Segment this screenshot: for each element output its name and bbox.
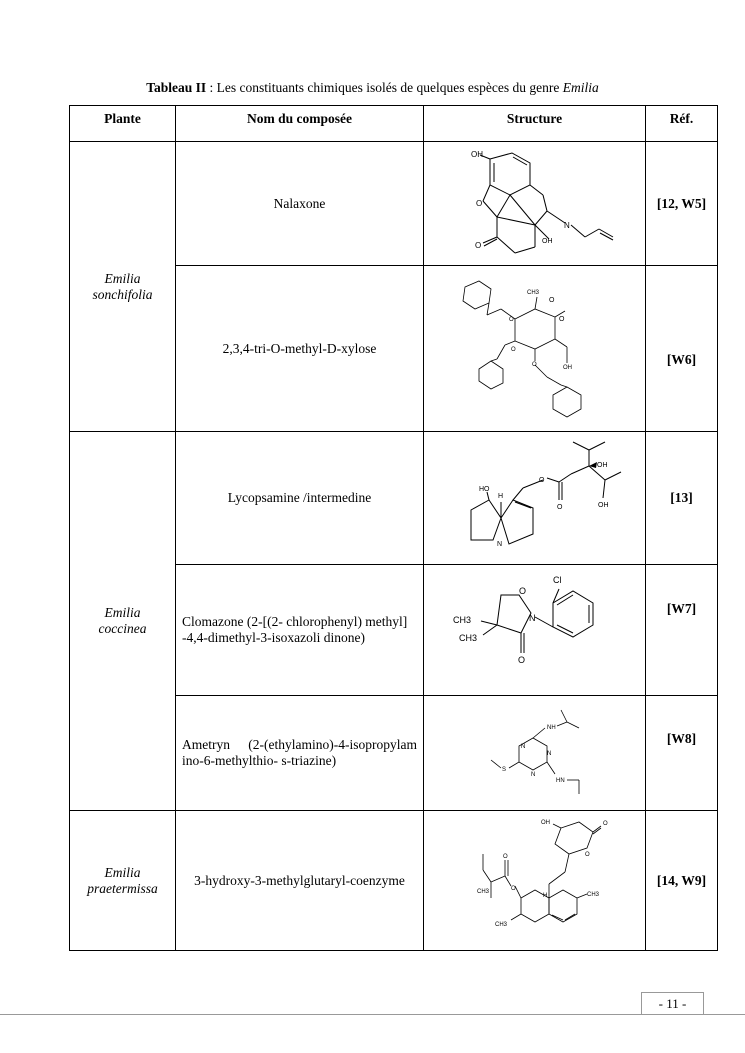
plant-cell [70, 432, 176, 811]
structure-cell [424, 565, 646, 696]
struct-label: CH3 [586, 891, 599, 898]
struct-label: Cl [552, 575, 561, 585]
struct-label: O [538, 477, 544, 484]
struct-label: O [602, 820, 608, 827]
ref-cell: [W6] [646, 266, 718, 432]
plant-cell [70, 142, 176, 432]
struct-label: O [508, 316, 514, 323]
caption-genus: Emilia [562, 80, 599, 95]
struct-label: OH [540, 819, 550, 826]
naloxone-structure [435, 145, 635, 263]
struct-label: N [530, 772, 535, 778]
hmg-structure [435, 814, 635, 948]
ref-cell: [W8] [646, 696, 718, 811]
struct-label: N [496, 541, 502, 548]
structure-cell [424, 696, 646, 811]
struct-label: O [531, 361, 537, 368]
structure-cell [424, 142, 646, 266]
compound-name: Ametryn (2-(ethylamino)-4-isopropylam ino-6-methylthio- s-triazine) [176, 696, 424, 811]
struct-label: H [542, 892, 547, 899]
lycopsamine-structure [435, 434, 635, 562]
struct-label: O [558, 315, 564, 323]
struct-label: O [548, 296, 554, 304]
ref-cell: [13] [646, 432, 718, 565]
struct-label: OH [470, 149, 483, 159]
struct-label: O [517, 655, 525, 665]
compound-name: Nalaxone [176, 142, 424, 266]
compound-name: 2,3,4-tri-O-methyl-D-xylose [176, 266, 424, 432]
caption-label: Tableau II [146, 80, 207, 95]
header-structure: Structure [424, 106, 646, 142]
structure-cell [424, 811, 646, 951]
struct-label: H [497, 493, 503, 500]
table-header-row [70, 106, 718, 142]
struct-label: CH3 [476, 888, 489, 895]
struct-label: O [518, 586, 526, 596]
struct-label: O [510, 885, 516, 892]
plant-name: Emilia sonchifolia [92, 270, 153, 302]
struct-label: O [502, 853, 508, 860]
struct-label: OH [596, 462, 607, 469]
caption-text: : Les constituants chimiques isolés de quelques espèces du genre [206, 80, 563, 95]
structure-cell [424, 266, 646, 432]
ref-cell: [14, W9] [646, 811, 718, 951]
struct-label: OH [562, 364, 572, 371]
struct-label: OH [541, 237, 552, 245]
ametryn-structure [435, 698, 635, 808]
plant-name: Emilia coccinea [98, 605, 147, 636]
xylose-structure [435, 269, 635, 429]
struct-label: O [474, 240, 481, 250]
struct-label: CH3 [494, 921, 507, 928]
struct-label: N [528, 613, 535, 623]
struct-label: N [563, 220, 570, 230]
table-caption [0, 80, 745, 96]
struct-label: CH3 [526, 289, 539, 296]
compound-name: Clomazone (2-[(2- chlorophenyl) methyl] -4,4-dimethyl-3-isoxazoli dinone) [176, 565, 424, 696]
compound-name: Lycopsamine /intermedine [176, 432, 424, 565]
struct-label: N [546, 751, 551, 757]
ref-cell: [W7] [646, 565, 718, 696]
struct-label: OH [597, 502, 608, 509]
header-name: Nom du composée [176, 106, 424, 142]
plant-name: Emilia praetermissa [87, 864, 158, 896]
struct-label: HN [555, 778, 565, 784]
struct-label: CH3 [452, 615, 471, 625]
struct-label: O [556, 504, 562, 511]
page-footer-rule [0, 1014, 745, 1015]
struct-label: O [584, 851, 590, 858]
compound-name: 3-hydroxy-3-methylglutaryl-coenzyme [176, 811, 424, 951]
table-row [70, 811, 718, 951]
table-row [70, 142, 718, 266]
struct-label: S [501, 767, 506, 773]
struct-label: O [510, 346, 516, 353]
header-plant: Plante [70, 106, 176, 142]
clomazone-structure [435, 567, 635, 693]
header-ref: Réf. [646, 106, 718, 142]
struct-label: N [520, 744, 525, 750]
struct-label: O [475, 198, 482, 208]
compounds-table [69, 105, 718, 951]
structure-cell [424, 432, 646, 565]
page-number: - 11 - [641, 992, 704, 1015]
struct-label: HO [478, 486, 489, 493]
ref-cell: [12, W5] [646, 142, 718, 266]
table-row [70, 432, 718, 565]
struct-label: CH3 [458, 633, 477, 643]
plant-cell [70, 811, 176, 951]
struct-label: NH [546, 725, 556, 731]
